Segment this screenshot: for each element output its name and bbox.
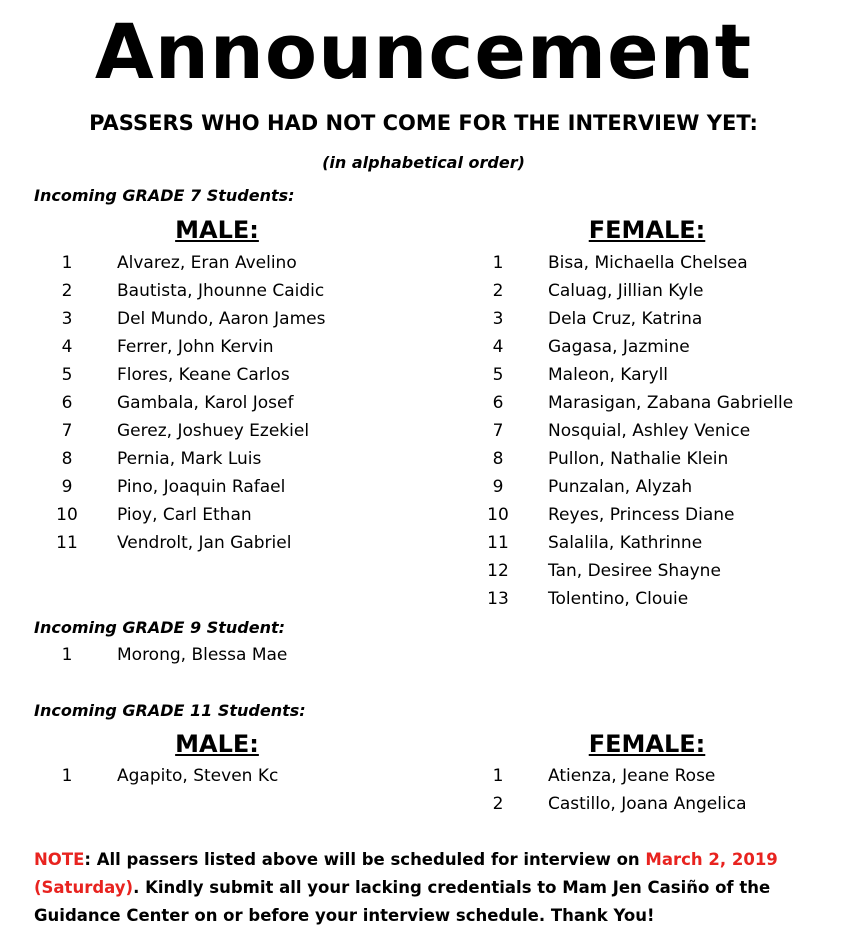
list-item-number: 7 [61,421,73,441]
list-item-number: 4 [61,337,73,357]
list-item-number: 4 [492,337,504,357]
student-name: Vendrolt, Jan Gabriel [117,533,292,553]
student-name: Morong, Blessa Mae [117,645,288,665]
student-name: Del Mundo, Aaron James [117,309,326,329]
note-text-1: : All passers listed above will be scheduled for interview on [84,850,646,869]
list-item-number: 1 [61,253,73,273]
order-note: (in alphabetical order) [322,153,525,172]
announcement-subtitle: PASSERS WHO HAD NOT COME FOR THE INTERVIEW YET: [89,111,758,135]
list-item-number: 5 [61,365,73,385]
student-name: Castillo, Joana Angelica [548,794,747,814]
student-name: Alvarez, Eran Avelino [117,253,297,273]
student-name: Maleon, Karyll [548,365,669,385]
list-item-number: 12 [487,561,509,581]
list-item-number: 9 [492,477,504,497]
grade9-heading: Incoming GRADE 9 Student: [34,618,286,637]
student-name: Atienza, Jeane Rose [548,766,716,786]
grade11-female-label: FEMALE: [588,730,706,758]
list-item-number: 10 [487,505,509,525]
student-name: Gagasa, Jazmine [548,337,690,357]
list-item-number: 6 [492,393,504,413]
student-name: Gambala, Karol Josef [117,393,294,413]
list-item-number: 7 [492,421,504,441]
student-name: Salalila, Kathrinne [548,533,703,553]
student-name: Nosquial, Ashley Venice [548,421,751,441]
list-item-number: 1 [61,645,73,665]
list-item-number: 5 [492,365,504,385]
student-name: Dela Cruz, Katrina [548,309,703,329]
student-name: Reyes, Princess Diane [548,505,735,525]
student-name: Agapito, Steven Kc [117,766,279,786]
student-name: Pioy, Carl Ethan [117,505,252,525]
student-name: Caluag, Jillian Kyle [548,281,704,301]
announcement-title: Announcement [94,7,753,96]
list-item-number: 3 [61,309,73,329]
student-name: Flores, Keane Carlos [117,365,290,385]
grade7-female-label: FEMALE: [588,216,706,244]
list-item-number: 2 [61,281,73,301]
student-name: Gerez, Joshuey Ezekiel [117,421,310,441]
grade11-male-label: MALE: [175,730,259,758]
list-item-number: 10 [56,505,78,525]
grade7-male-label: MALE: [175,216,259,244]
grade11-heading: Incoming GRADE 11 Students: [34,701,306,720]
note-date: March 2, 2019 (Saturday) [34,850,778,897]
student-name: Tan, Desiree Shayne [548,561,721,581]
student-name: Ferrer, John Kervin [117,337,274,357]
list-item-number: 13 [487,589,509,609]
list-item-number: 6 [61,393,73,413]
list-item-number: 2 [492,794,504,814]
student-name: Bautista, Jhounne Caidic [117,281,325,301]
note-label: NOTE [34,850,85,869]
list-item-number: 8 [492,449,504,469]
list-item-number: 1 [492,253,504,273]
student-name: Pernia, Mark Luis [117,449,262,469]
list-item-number: 11 [487,533,509,553]
student-name: Punzalan, Alyzah [548,477,693,497]
student-name: Bisa, Michaella Chelsea [548,253,748,273]
student-name: Tolentino, Clouie [548,589,689,609]
list-item-number: 8 [61,449,73,469]
list-item-number: 9 [61,477,73,497]
interview-note [34,846,824,930]
list-item-number: 3 [492,309,504,329]
list-item-number: 1 [492,766,504,786]
grade7-heading: Incoming GRADE 7 Students: [34,186,295,205]
student-name: Pullon, Nathalie Klein [548,449,729,469]
student-name: Marasigan, Zabana Gabrielle [548,393,794,413]
student-name: Pino, Joaquin Rafael [117,477,286,497]
list-item-number: 2 [492,281,504,301]
list-item-number: 1 [61,766,73,786]
note-text-2: . Kindly submit all your lacking credentials to Mam Jen Casiño of the Guidance Center on or before your interview schedule. Thank You! [34,878,771,925]
list-item-number: 11 [56,533,78,553]
